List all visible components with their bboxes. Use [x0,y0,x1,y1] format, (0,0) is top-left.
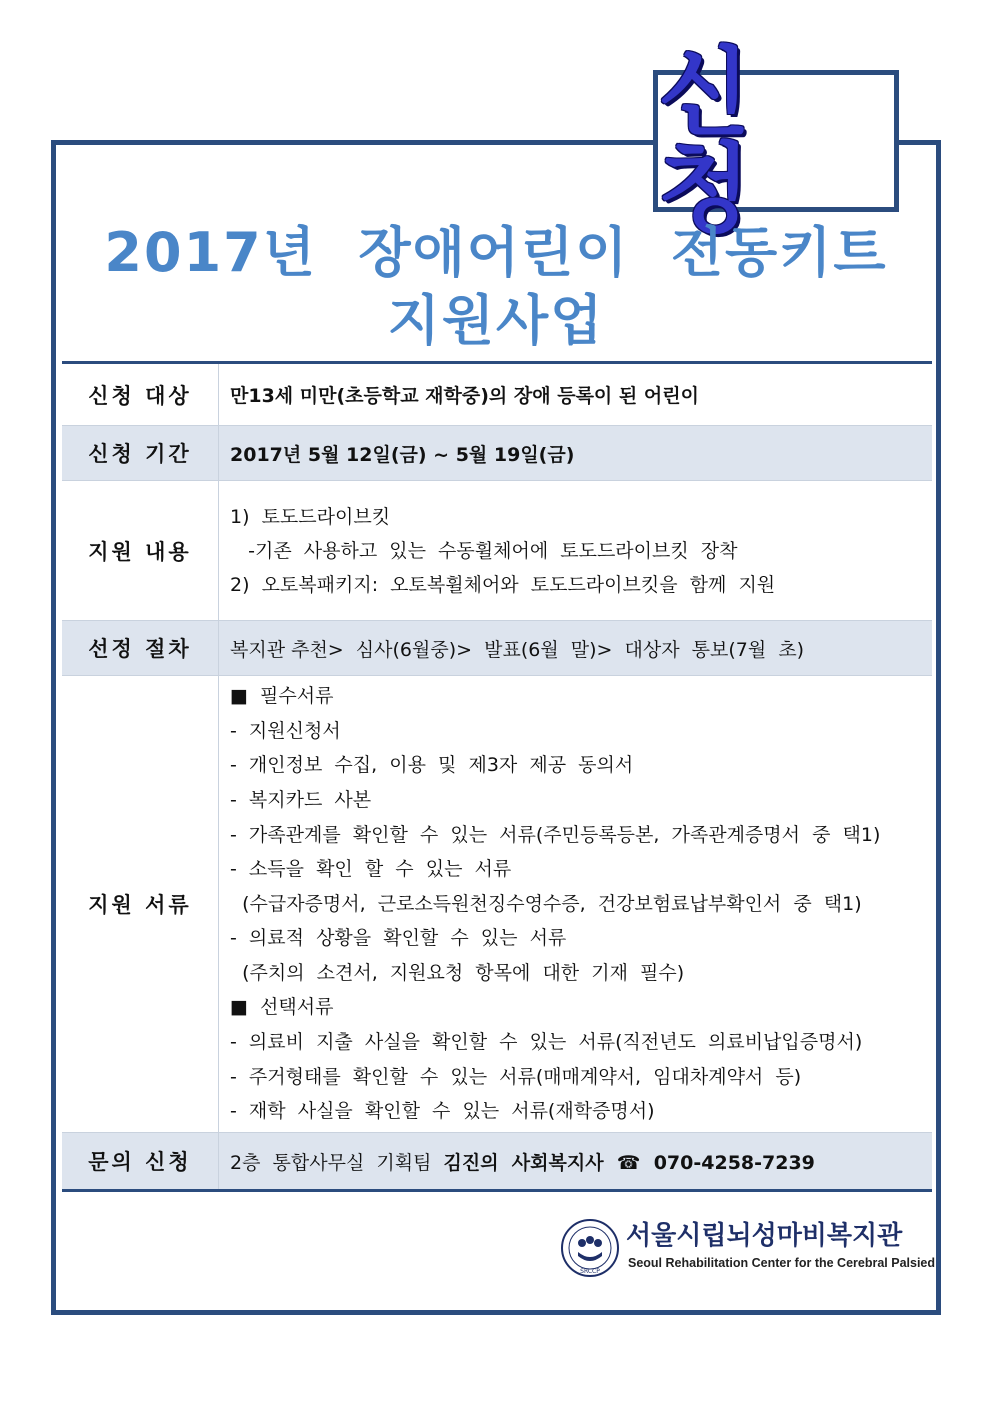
doc-item: (수급자증명서, 근로소득원천징수영수증, 건강보험료납부확인서 중 택1) [230,892,862,915]
row-label: 신청 대상 [62,363,219,426]
row-value: 만13세 미만(초등학교 재학중)의 장애 등록이 된 어린이 [230,385,699,407]
row-label: 지원 내용 [62,481,219,621]
doc-item: - 가족관계를 확인할 수 있는 서류(주민등록등본, 가족관계증명서 중 택1) [230,823,881,846]
page-title-line2: 지원사업 [387,289,605,352]
organization-name-ko: 서울시립뇌성마비복지관 [626,1221,903,1251]
row-value: 복지관 추천> 심사(6월중)> 발표(6월 말)> 대상자 통보(7월 초) [219,621,933,676]
row-process [62,621,932,676]
row-value: 2017년 5월 12일(금) ~ 5월 19일(금) [219,426,933,481]
doc-item: - 개인정보 수집, 이용 및 제3자 제공 동의서 [230,754,634,777]
page-title-line1: 2017년 장애어린이 전동키트 [104,221,888,284]
organization-logo [560,1215,936,1279]
row-label: 문의 신청 [62,1133,219,1191]
contact-person-phone: 김진의 사회복지사 ☎ 070-4258-7239 [443,1151,815,1174]
doc-item: - 의료적 상황을 확인할 수 있는 서류 [230,927,567,950]
row-docs [62,676,932,1133]
doc-item: - 주거형태를 확인할 수 있는 서류(매매계약서, 임대차계약서 등) [230,1065,802,1088]
doc-item: (주치의 소견서, 지원요청 항목에 대한 기재 필수) [230,961,685,984]
row-value [219,676,933,1133]
doc-item: - 의료비 지출 사실을 확인할 수 있는 서류(직전년도 의료비납입증명서) [230,1031,863,1054]
doc-item: - 지원신청서 [230,719,341,742]
content-line: -기존 사용하고 있는 수동휠체어에 토도드라이브킷 장착 [230,539,738,562]
row-period [62,426,932,481]
row-value [219,1133,933,1191]
doc-item: - 재학 사실을 확인할 수 있는 서류(재학증명서) [230,1100,655,1123]
contact-prefix: 2층 통합사무실 기획팀 [230,1151,444,1174]
info-table [62,361,932,1192]
doc-heading: ■ 선택서류 [230,996,334,1019]
row-label: 선정 절차 [62,621,219,676]
doc-item: - 소득을 확인 할 수 있는 서류 [230,858,512,881]
doc-heading: ■ 필수서류 [230,685,334,708]
organization-name-en: Seoul Rehabilitation Center for the Cerebral Palsied [628,1256,936,1270]
content-line: 1) 토도드라이브킷 [230,505,391,528]
row-content [62,481,932,621]
content-line: 2) 오토복패키지: 오토복휠체어와 토도드라이브킷을 함께 지원 [230,573,776,596]
row-label: 신청 기간 [62,426,219,481]
row-contact [62,1133,932,1191]
application-stamp [653,37,899,245]
row-label: 지원 서류 [62,676,219,1133]
seal-icon [560,1218,620,1278]
doc-item: - 복지카드 사본 [230,788,372,811]
seal-text: SRCCP [580,1268,600,1275]
stamp-text: 신 청 [658,37,771,245]
row-value [219,481,933,621]
row-target [62,363,932,426]
